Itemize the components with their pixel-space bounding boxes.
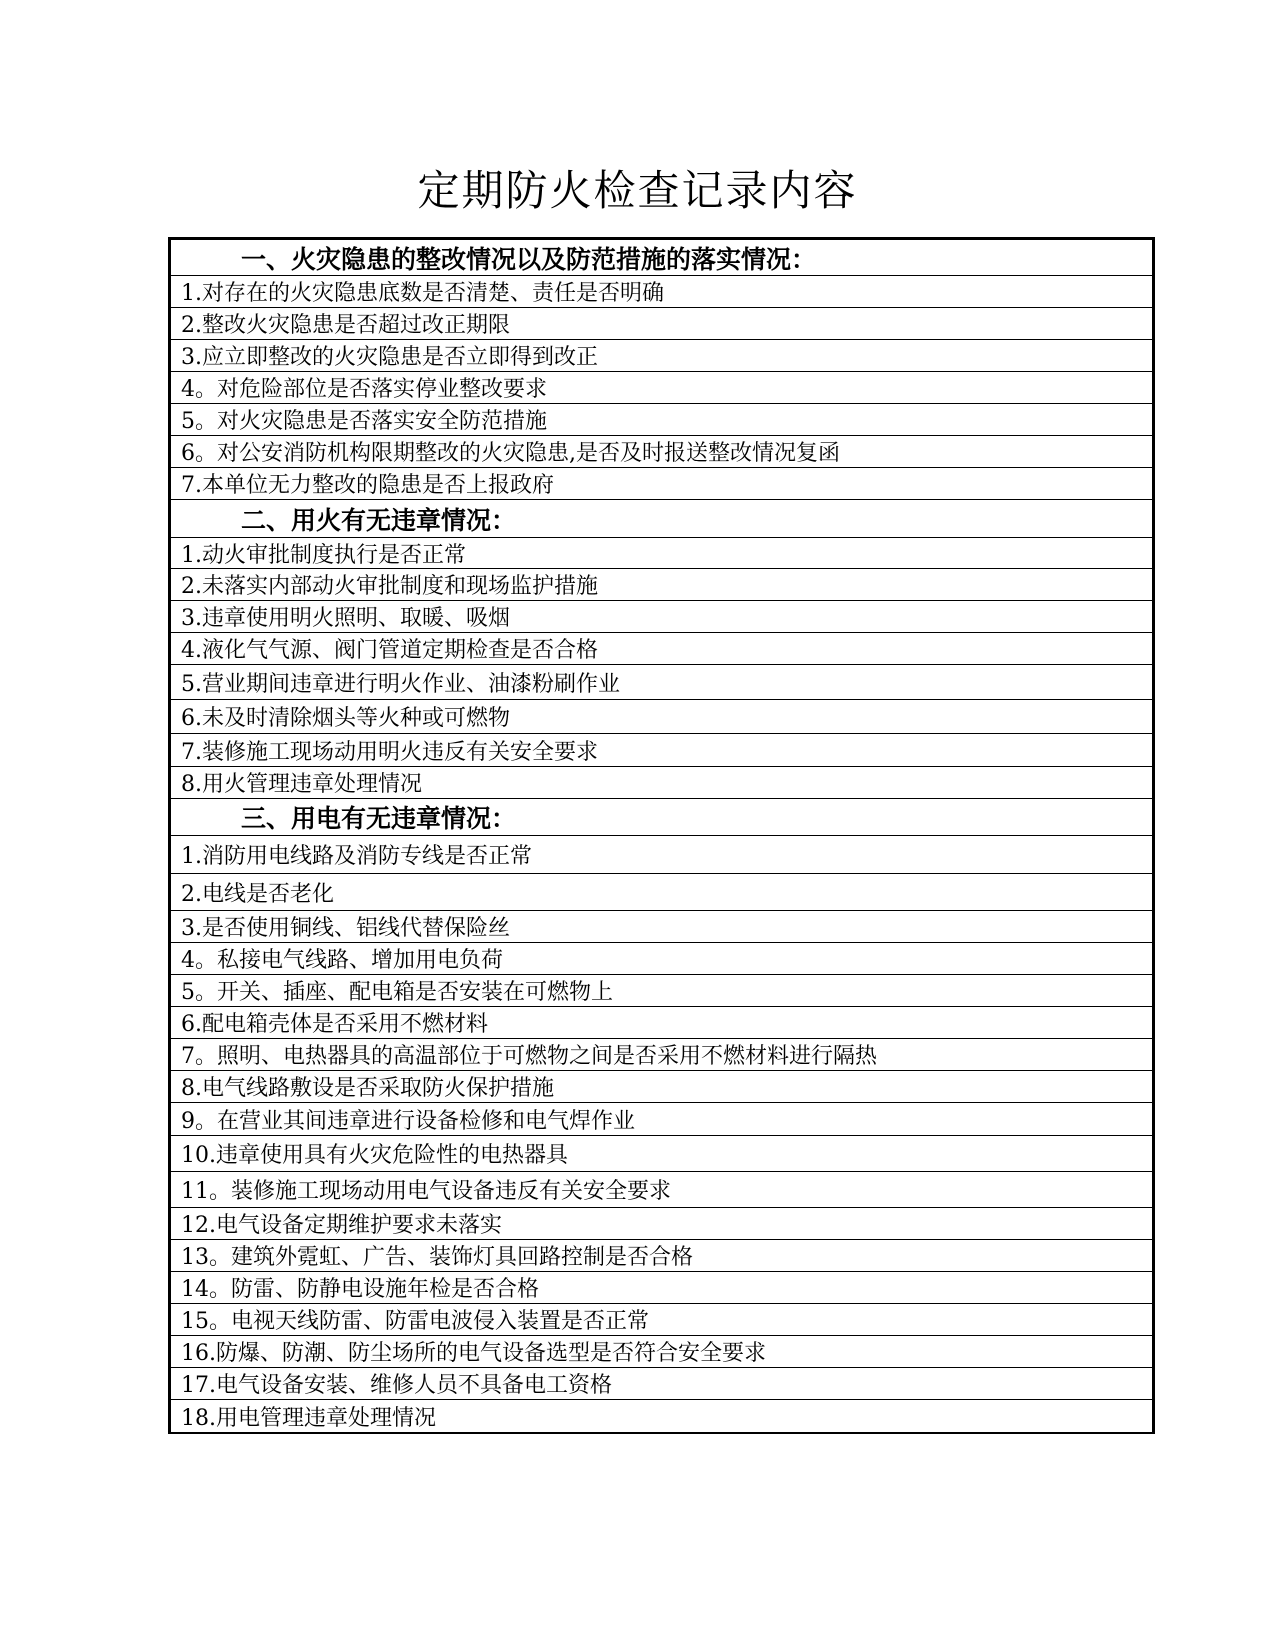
checklist-item: 15。电视天线防雷、防雷电波侵入装置是否正常 (171, 1304, 1152, 1336)
checklist-item: 4。对危险部位是否落实停业整改要求 (171, 372, 1152, 404)
checklist-item: 2.电线是否老化 (171, 874, 1152, 911)
section-heading: 三、用电有无违章情况： (171, 799, 1152, 836)
checklist-item: 3.是否使用铜线、铝线代替保险丝 (171, 911, 1152, 943)
checklist-item: 9。在营业其间违章进行设备检修和电气焊作业 (171, 1103, 1152, 1136)
checklist-item: 4.液化气气源、阀门管道定期检查是否合格 (171, 633, 1152, 665)
checklist-item: 17.电气设备安装、维修人员不具备电工资格 (171, 1368, 1152, 1400)
inspection-checklist-table (168, 237, 1155, 1434)
checklist-item: 1.动火审批制度执行是否正常 (171, 538, 1152, 569)
checklist-item: 6.未及时清除烟头等火种或可燃物 (171, 700, 1152, 734)
checklist-item: 2.未落实内部动火审批制度和现场监护措施 (171, 569, 1152, 601)
checklist-item: 3.应立即整改的火灾隐患是否立即得到改正 (171, 340, 1152, 372)
checklist-item: 13。建筑外霓虹、广告、装饰灯具回路控制是否合格 (171, 1240, 1152, 1272)
checklist-item: 10.违章使用具有火灾危险性的电热器具 (171, 1136, 1152, 1172)
checklist-item: 18.用电管理违章处理情况 (181, 1405, 436, 1431)
checklist-item: 16.防爆、防潮、防尘场所的电气设备选型是否符合安全要求 (171, 1336, 1152, 1368)
checklist-item: 8.电气线路敷设是否采取防火保护措施 (171, 1071, 1152, 1103)
checklist-item: 14。防雷、防静电设施年检是否合格 (171, 1272, 1152, 1304)
section-heading: 二、用火有无违章情况： (171, 500, 1152, 538)
section-heading: 一、火灾隐患的整改情况以及防范措施的落实情况： (171, 240, 1152, 276)
checklist-item: 8.用火管理违章处理情况 (171, 767, 1152, 799)
checklist-item: 6。对公安消防机构限期整改的火灾隐患,是否及时报送整改情况复函 (171, 436, 1152, 468)
checklist-item: 1.对存在的火灾隐患底数是否清楚、责任是否明确 (171, 276, 1152, 308)
checklist-item: 4。私接电气线路、增加用电负荷 (171, 943, 1152, 975)
checklist-item: 2.整改火灾隐患是否超过改正期限 (171, 308, 1152, 340)
checklist-item: 5.营业期间违章进行明火作业、油漆粉刷作业 (171, 665, 1152, 700)
page-title: 定期防火检查记录内容 (417, 166, 858, 215)
checklist-item: 1.消防用电线路及消防专线是否正常 (171, 836, 1152, 874)
checklist-item: 7。照明、电热器具的高温部位于可燃物之间是否采用不燃材料进行隔热 (171, 1039, 1152, 1071)
checklist-item: 6.配电箱壳体是否采用不燃材料 (171, 1007, 1152, 1039)
checklist-item: 7.本单位无力整改的隐患是否上报政府 (171, 468, 1152, 500)
checklist-item: 11。装修施工现场动用电气设备违反有关安全要求 (171, 1172, 1152, 1208)
checklist-item: 5。开关、插座、配电箱是否安装在可燃物上 (171, 975, 1152, 1007)
checklist-item: 5。对火灾隐患是否落实安全防范措施 (171, 404, 1152, 436)
checklist-item: 3.违章使用明火照明、取暖、吸烟 (171, 601, 1152, 633)
checklist-item: 12.电气设备定期维护要求未落实 (171, 1208, 1152, 1240)
checklist-item: 7.装修施工现场动用明火违反有关安全要求 (171, 734, 1152, 767)
